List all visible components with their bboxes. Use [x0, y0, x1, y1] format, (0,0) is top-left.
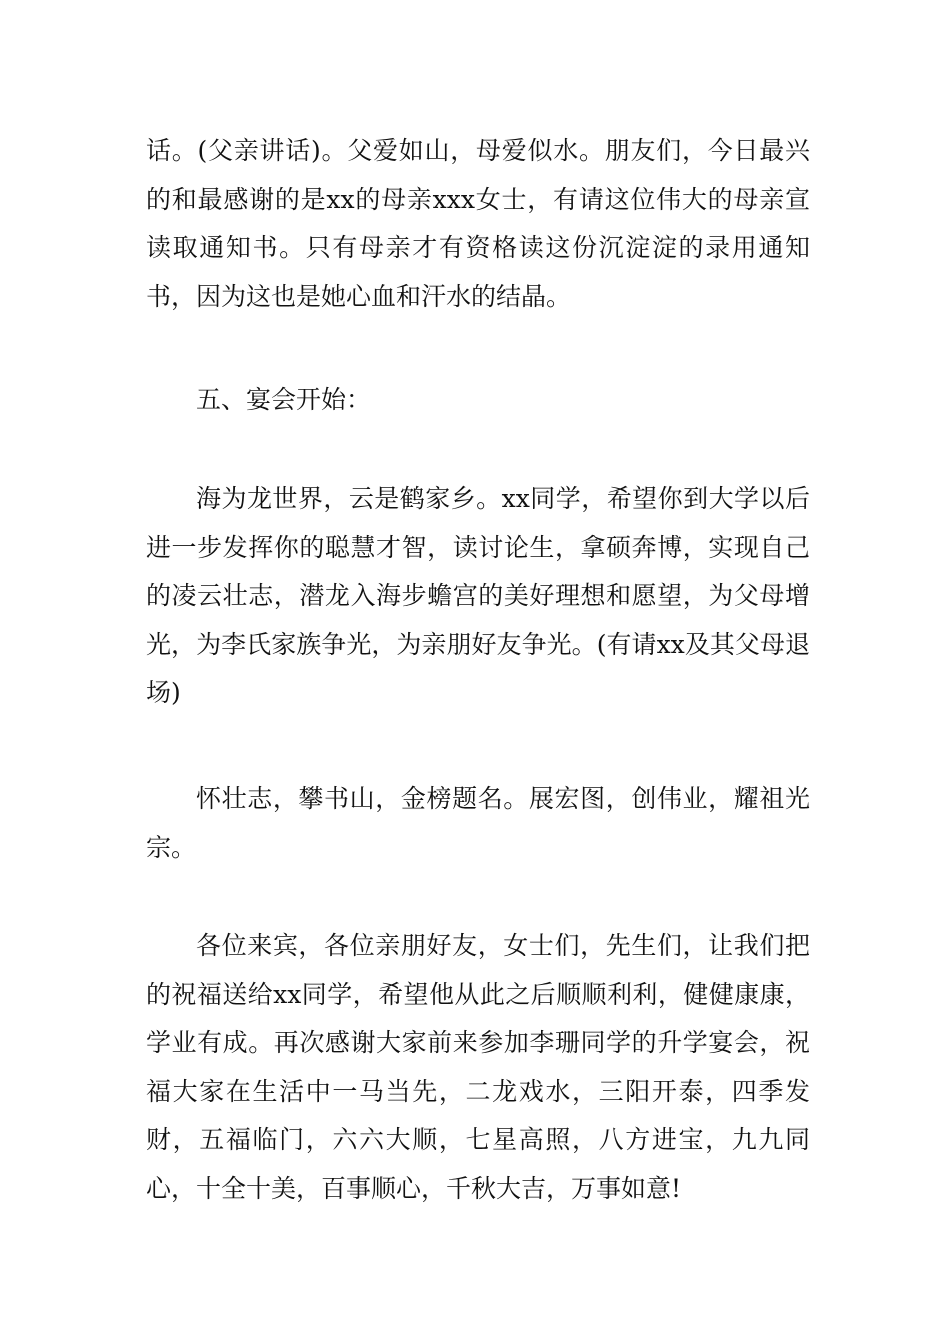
paragraph-continuation: 话。(父亲讲话)。父爱如山，母爱似水。朋友们，今日最兴的和最感谢的是xx的母亲xxx女士，有请这位伟大的母亲宣读取通知书。只有母亲才有资格读这份沉淀淀的录用通知书，因为这也是她心血和汗水的结晶。 [146, 136, 810, 311]
paragraph-wishes: 海为龙世界，云是鹤家乡。xx同学，希望你到大学以后进一步发挥你的聪慧才智，读讨论生，拿硕奔博，实现自己的凌云壮志，潜龙入海步蟾宫的美好理想和愿望，为父母增光，为李氏家族争光，为亲朋好友争光。(有请xx及其父母退场) [146, 484, 810, 707]
section-heading-banquet-start: 五、宴会开始： [196, 385, 372, 414]
paragraph-closing-blessing: 各位来宾，各位亲朋好友，女士们，先生们，让我们把的祝福送给xx同学，希望他从此之后顺顺利利，健健康康，学业有成。再次感谢大家前来参加李珊同学的升学宴会，祝福大家在生活中一马当先，二龙戏水，三阳开泰，四季发财，五福临门，六六大顺，七星高照，八方进宝，九九同心，十全十美，百事顺心，千秋大吉，万事如意! [146, 931, 810, 1203]
paragraph-couplet: 怀壮志，攀书山，金榜题名。展宏图，创伟业，耀祖光宗。 [146, 784, 810, 862]
